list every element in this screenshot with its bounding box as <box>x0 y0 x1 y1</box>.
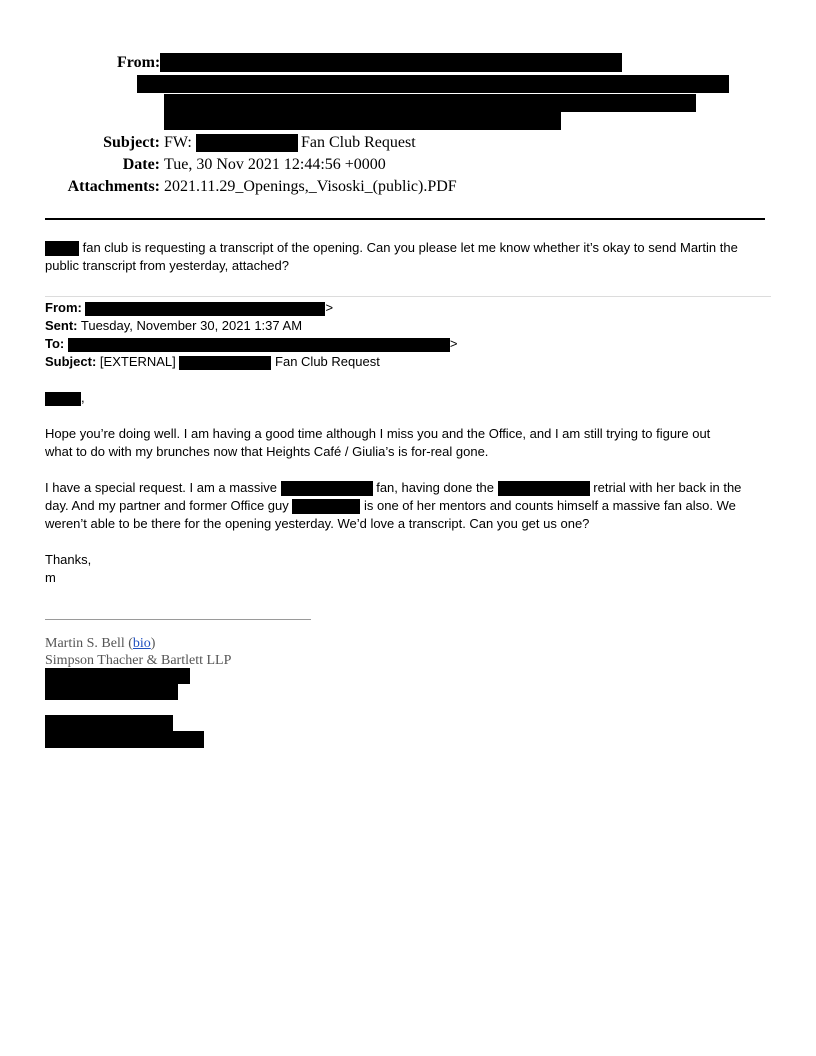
p2-text-d: day. And my partner and former Office guy <box>45 498 289 513</box>
redaction-sig-3 <box>45 715 173 732</box>
p2-text-b: fan, having done the <box>376 480 495 495</box>
redaction-orig-subject <box>179 356 271 370</box>
paragraph-1 <box>45 425 775 461</box>
paragraph-2-line-2 <box>45 497 775 515</box>
signature-firm: Simpson Thacher & Bartlett LLP <box>45 653 232 668</box>
signature-name: Martin S. Bell ( <box>45 636 133 651</box>
original-header <box>45 299 775 371</box>
message-separator <box>45 296 771 297</box>
redaction-from-4 <box>164 112 561 130</box>
redaction-p2-2 <box>498 481 590 496</box>
paragraph-1-line-2: what to do with my brunches now that Heights Café / Giulia’s is for-real gone. <box>45 444 489 459</box>
from-label: From: <box>117 54 161 71</box>
orig-subject-label: Subject: <box>45 354 97 369</box>
p2-text-a: I have a special request. I am a massive <box>45 480 277 495</box>
paragraph-1-line-1: Hope you’re doing well. I am having a good time although I miss you and the Office, and I am still trying to figure out <box>45 426 711 441</box>
redaction-orig-from <box>85 302 325 316</box>
orig-from-row <box>45 299 775 317</box>
orig-sent-label: Sent: <box>45 318 78 333</box>
header-block <box>0 0 816 200</box>
redaction-from-2 <box>137 75 729 93</box>
redaction-greeting <box>45 392 81 406</box>
forward-note-line-2: public transcript from yesterday, attached? <box>45 258 289 273</box>
greeting <box>45 389 775 407</box>
greeting-tail: , <box>81 390 85 405</box>
redaction-subject <box>196 134 298 152</box>
redaction-name <box>45 241 79 256</box>
orig-to-tail: > <box>449 336 458 351</box>
paragraph-2-line-1 <box>45 479 775 497</box>
redaction-orig-to <box>68 338 450 352</box>
forward-note <box>45 239 775 275</box>
orig-sent-row <box>45 317 775 335</box>
redaction-sig-1 <box>45 668 190 684</box>
closing: Thanks, <box>45 552 92 567</box>
redaction-sig-2 <box>45 684 178 700</box>
paragraph-2-line-3: weren’t able to be there for the opening yesterday. We’d love a transcript. Can you get us one? <box>45 516 590 531</box>
signature-name-close: ) <box>150 636 156 651</box>
attachment-filename[interactable]: 2021.11.29_Openings,_Visoski_(public).PDF <box>164 178 457 195</box>
forward-note-text: fan club is requesting a transcript of the opening. Can you please let me know whether it’s okay to send Martin the <box>79 240 738 255</box>
redaction-p2-1 <box>281 481 373 496</box>
orig-sent-value: Tuesday, November 30, 2021 1:37 AM <box>80 318 303 333</box>
orig-subject-row <box>45 353 775 371</box>
orig-to-row <box>45 335 775 353</box>
orig-from-label: From: <box>45 300 82 315</box>
p2-text-e: is one of her mentors and counts himself a massive fan also. We <box>364 498 736 513</box>
orig-to-label: To: <box>45 336 65 351</box>
date-label: Date: <box>122 156 160 173</box>
p2-text-c: retrial with her back in the <box>593 480 742 495</box>
paragraph-2 <box>45 479 775 533</box>
forward-note-line-1 <box>45 239 775 257</box>
subject-suffix: Fan Club Request <box>301 134 416 151</box>
redaction-p2-3 <box>292 499 360 514</box>
sign-initial: m <box>45 570 56 585</box>
subject-prefix: FW: <box>164 134 192 151</box>
orig-subject-prefix: [EXTERNAL] <box>99 354 176 369</box>
redaction-from-3 <box>164 94 696 112</box>
bio-link[interactable]: bio <box>132 636 151 651</box>
date-value: Tue, 30 Nov 2021 12:44:56 +0000 <box>164 156 386 173</box>
attachments-label: Attachments: <box>67 178 160 195</box>
signature-name-line <box>45 635 155 652</box>
redaction-sig-4 <box>45 731 204 748</box>
orig-from-tail: > <box>325 300 334 315</box>
orig-subject-suffix: Fan Club Request <box>275 354 380 369</box>
signature-divider <box>45 619 311 620</box>
closing-block <box>45 551 775 587</box>
redaction-from-1 <box>160 53 622 72</box>
subject-label: Subject: <box>103 134 160 151</box>
header-divider <box>45 218 765 220</box>
